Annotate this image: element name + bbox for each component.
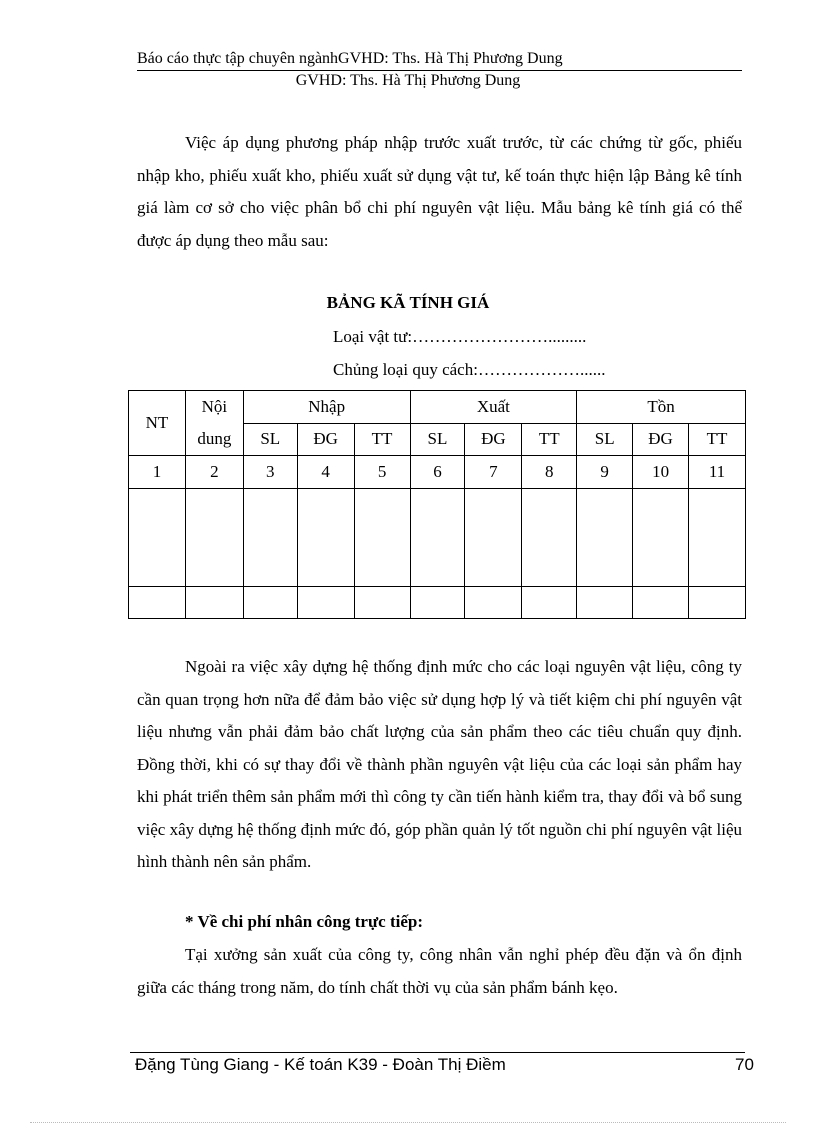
empty-cell — [410, 587, 465, 619]
paragraph-labor-text: Tại xưởng sản xuất của công ty, công nhân vẫn nghỉ phép đều đặn và ổn định giữa các tháng trong năm, do tính chất thời vụ của sản phẩm bánh kẹo. — [137, 945, 742, 997]
empty-cell — [633, 489, 689, 587]
sub-header: ĐG — [633, 423, 689, 456]
empty-cell — [185, 489, 243, 587]
sub-header: TT — [689, 423, 746, 456]
paragraph-norms-text: Ngoài ra việc xây dựng hệ thống định mức cho các loại nguyên vật liệu, công ty cần quan trọng hơn nữa để đảm bảo việc sử dụng hợp lý và tiết kiệm chi phí nguyên vật liệu nhưng vẫn phải đảm bảo chất lượng của sản phẩm theo các tiêu chuẩn quy định. Đồng thời, khi có sự thay đổi về thành phần nguyên vật liệu của các loại sản phẩm hay khi phát triển thêm sản phẩm mới thì công ty cần tiến hành kiểm tra, thay đổi và bổ sung việc xây dựng hệ thống định mức đó, góp phần quản lý tốt nguồn chi phí nguyên vật liệu hình thành nên sản phẩm. — [137, 657, 742, 871]
footer-author: Đặng Tùng Giang - Kế toán K39 - Đoàn Thị Điềm — [135, 1055, 506, 1074]
group-out: Xuất — [410, 391, 577, 424]
empty-cell — [689, 587, 746, 619]
table-title: BẢNG KÃ TÍNH GIÁ — [326, 293, 490, 312]
col-content — [185, 391, 243, 456]
sub-header: ĐG — [465, 423, 522, 456]
empty-cell — [354, 587, 410, 619]
col-number: 10 — [633, 456, 689, 489]
empty-cell — [185, 587, 243, 619]
sub-header: SL — [243, 423, 297, 456]
col-content-line1: Nội — [201, 397, 228, 416]
paragraph-norms — [137, 651, 742, 879]
col-number: 8 — [522, 456, 577, 489]
header-divider — [137, 70, 742, 71]
col-number: 7 — [465, 456, 522, 489]
col-content-line2: dung — [197, 429, 232, 448]
empty-cell — [297, 489, 354, 587]
empty-cell — [243, 587, 297, 619]
empty-cell — [577, 489, 633, 587]
col-number: 5 — [354, 456, 410, 489]
empty-cell — [465, 489, 522, 587]
empty-cell — [522, 587, 577, 619]
price-calculation-table — [128, 390, 746, 619]
intro-paragraph — [137, 127, 742, 257]
sub-header: ĐG — [297, 423, 354, 456]
col-number: 1 — [129, 456, 186, 489]
empty-cell — [465, 587, 522, 619]
intro-paragraph-text: Việc áp dụng phương pháp nhập trước xuất trước, từ các chứng từ gốc, phiếu nhập kho, phiếu xuất kho, phiếu xuất sử dụng vật tư, kế toán thực hiện lập Bảng kê tính giá làm cơ sở cho việc phân bổ chi phí nguyên vật liệu. Mẫu bảng kê tính giá có thể được áp dụng theo mẫu sau: — [137, 133, 742, 250]
group-stock: Tồn — [577, 391, 746, 424]
material-type-line: Loại vật tư:……………………......... — [333, 327, 587, 346]
group-in: Nhập — [243, 391, 410, 424]
empty-cell — [410, 489, 465, 587]
sub-header: SL — [577, 423, 633, 456]
empty-cell — [577, 587, 633, 619]
sub-header: SL — [410, 423, 465, 456]
col-number: 9 — [577, 456, 633, 489]
empty-cell — [243, 489, 297, 587]
col-number: 2 — [185, 456, 243, 489]
col-nt: NT — [129, 391, 186, 456]
spec-line: Chủng loại quy cách:………………...... — [333, 360, 606, 379]
empty-cell — [297, 587, 354, 619]
empty-cell — [689, 489, 746, 587]
section-heading: * Về chi phí nhân công trực tiếp: — [185, 912, 423, 931]
col-number: 4 — [297, 456, 354, 489]
col-number: 11 — [689, 456, 746, 489]
col-number: 6 — [410, 456, 465, 489]
paragraph-labor — [137, 939, 742, 1004]
header-advisor: GVHD: Ths. Hà Thị Phương Dung — [295, 72, 521, 89]
col-number: 3 — [243, 456, 297, 489]
table-row — [129, 489, 746, 587]
footer-divider — [130, 1052, 745, 1053]
empty-cell — [129, 587, 186, 619]
table-row — [129, 587, 746, 619]
empty-cell — [129, 489, 186, 587]
page-number: 70 — [735, 1055, 754, 1074]
sub-header: TT — [354, 423, 410, 456]
header-title: Báo cáo thực tập chuyên ngànhGVHD: Ths. Hà Thị Phương Dung — [137, 50, 563, 67]
sub-header: TT — [522, 423, 577, 456]
empty-cell — [354, 489, 410, 587]
empty-cell — [633, 587, 689, 619]
empty-cell — [522, 489, 577, 587]
